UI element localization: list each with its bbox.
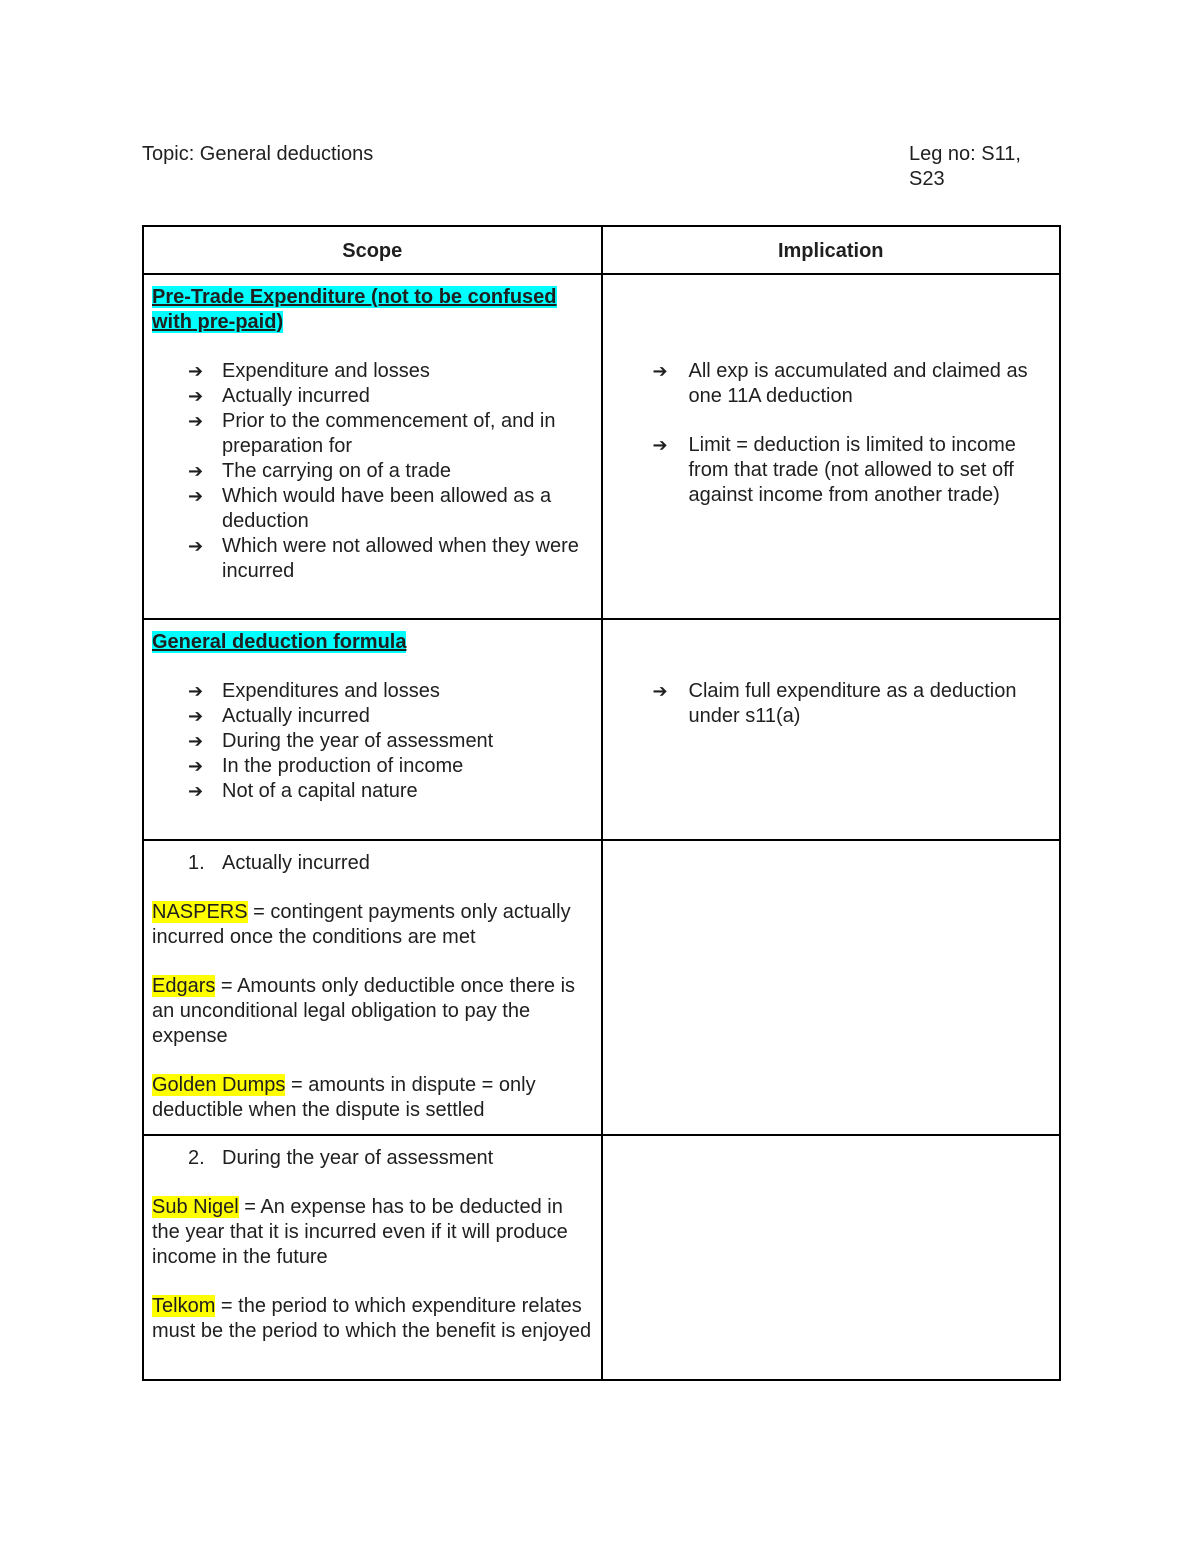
- notes-table: [142, 225, 1061, 1381]
- leg-no-line-2: S23: [909, 168, 945, 190]
- heading-text: During the year of assessment: [222, 1147, 494, 1169]
- case-naspers: [152, 900, 593, 950]
- list-item-text: Expenditure and losses: [222, 360, 430, 382]
- case-text: = Amounts only deductible once there is an unconditional legal obligation to pay the expense: [152, 975, 576, 1047]
- scope-cell-actually-incurred: [143, 840, 602, 1135]
- arrow-right-icon: ➔: [188, 781, 204, 802]
- pretrade-list: [152, 359, 593, 584]
- list-item: [188, 779, 593, 804]
- list-item: [188, 679, 593, 704]
- list-item: [653, 359, 1052, 409]
- list-item: [188, 729, 593, 754]
- pretrade-title: Pre-Trade Expenditure (not to be confused with pre-paid): [152, 286, 557, 333]
- heading-text: Actually incurred: [222, 852, 370, 874]
- list-item-text: Limit = deduction is limited to income from that trade (not allowed to set off against income from another trade): [688, 434, 1016, 506]
- heading-number: 1.: [188, 852, 205, 874]
- list-item: [188, 754, 593, 779]
- list-item-text: During the year of assessment: [222, 730, 494, 752]
- heading-number: 2.: [188, 1147, 205, 1169]
- list-item: [188, 484, 593, 534]
- general-implications: [611, 679, 1052, 729]
- table-row: [143, 1135, 1060, 1380]
- table-row: [143, 840, 1060, 1135]
- leg-no-line-1: Leg no: S11,: [909, 143, 1021, 165]
- numbered-heading: [152, 851, 593, 876]
- arrow-right-icon: ➔: [188, 361, 204, 382]
- implication-cell-empty: [602, 1135, 1061, 1380]
- case-golden-dumps: [152, 1073, 593, 1123]
- scope-cell-general: [143, 619, 602, 840]
- case-text: = the period to which expenditure relates must be the period to which the benefit is enjoyed: [152, 1295, 592, 1342]
- implication-cell-pretrade: [602, 274, 1061, 619]
- arrow-right-icon: ➔: [652, 435, 668, 456]
- case-text: = An expense has to be deducted in the year that it is incurred even if it will produce income in the future: [152, 1196, 568, 1268]
- list-item-text: Claim full expenditure as a deduction under s11(a): [688, 680, 1017, 727]
- table-row: [143, 274, 1060, 619]
- implication-cell-general: [602, 619, 1061, 840]
- case-name: Sub Nigel: [152, 1196, 239, 1218]
- list-item: [653, 433, 1052, 508]
- list-item-text: All exp is accumulated and claimed as one 11A deduction: [688, 360, 1028, 407]
- case-text: = contingent payments only actually incurred once the conditions are met: [152, 901, 571, 948]
- list-item: [188, 384, 593, 409]
- scope-column-header: Scope: [143, 226, 602, 274]
- general-list: [152, 679, 593, 804]
- list-item-text: Which were not allowed when they were incurred: [222, 535, 579, 582]
- arrow-right-icon: ➔: [652, 361, 668, 382]
- list-item-text: The carrying on of a trade: [222, 460, 452, 482]
- topic-heading: Topic: General deductions: [142, 143, 374, 165]
- list-item: [188, 534, 593, 584]
- case-name: Edgars: [152, 975, 216, 997]
- case-edgars: [152, 974, 593, 1049]
- scope-cell-year-of-assessment: [143, 1135, 602, 1380]
- case-sub-nigel: [152, 1195, 593, 1270]
- arrow-right-icon: ➔: [188, 536, 204, 557]
- list-item: [188, 704, 593, 729]
- list-item: [188, 359, 593, 384]
- arrow-right-icon: ➔: [188, 411, 204, 432]
- list-item-text: In the production of income: [222, 755, 464, 777]
- case-name: Telkom: [152, 1295, 216, 1317]
- case-name: Golden Dumps: [152, 1074, 286, 1096]
- list-item-text: Which would have been allowed as a deduction: [222, 485, 552, 532]
- pretrade-implications: [611, 359, 1052, 508]
- list-item: [653, 679, 1052, 729]
- case-text: = amounts in dispute = only deductible when the dispute is settled: [152, 1074, 536, 1121]
- list-item: [188, 459, 593, 484]
- list-item-text: Not of a capital nature: [222, 780, 418, 802]
- list-item-text: Actually incurred: [222, 705, 370, 727]
- general-title: General deduction formula: [152, 631, 407, 653]
- case-name: NASPERS: [152, 901, 248, 923]
- arrow-right-icon: ➔: [188, 386, 204, 407]
- arrow-right-icon: ➔: [188, 756, 204, 777]
- list-item-text: Expenditures and losses: [222, 680, 440, 702]
- scope-cell-pretrade: [143, 274, 602, 619]
- arrow-right-icon: ➔: [188, 486, 204, 507]
- arrow-right-icon: ➔: [188, 731, 204, 752]
- arrow-right-icon: ➔: [652, 681, 668, 702]
- list-item-text: Actually incurred: [222, 385, 370, 407]
- implication-cell-empty: [602, 840, 1061, 1135]
- arrow-right-icon: ➔: [188, 706, 204, 727]
- arrow-right-icon: ➔: [188, 461, 204, 482]
- list-item: [188, 409, 593, 459]
- table-header-row: [143, 226, 1060, 274]
- implication-column-header: Implication: [602, 226, 1061, 274]
- arrow-right-icon: ➔: [188, 681, 204, 702]
- case-telkom: [152, 1294, 593, 1344]
- table-row: [143, 619, 1060, 840]
- numbered-heading: [152, 1146, 593, 1171]
- list-item-text: Prior to the commencement of, and in preparation for: [222, 410, 556, 457]
- leg-no: [909, 142, 1049, 192]
